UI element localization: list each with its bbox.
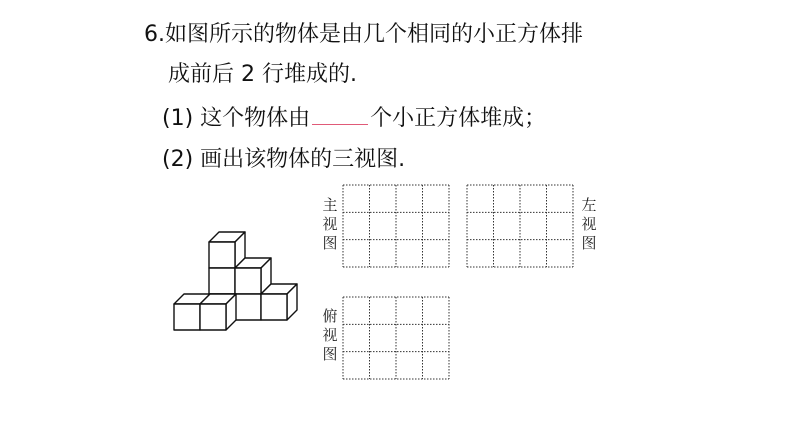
answer-blank[interactable] bbox=[312, 106, 368, 125]
question-part-2: (2) 画出该物体的三视图. bbox=[162, 147, 406, 172]
cube-face bbox=[261, 294, 287, 320]
top-view-grid[interactable] bbox=[342, 296, 450, 380]
question-line-2: 成前后 2 行堆成的. bbox=[168, 62, 357, 87]
cube-face bbox=[235, 294, 261, 320]
cube-face bbox=[209, 242, 235, 268]
cube-face bbox=[235, 268, 261, 294]
cube-stack-figure bbox=[170, 228, 305, 338]
cube-face bbox=[200, 304, 226, 330]
question-line-1: 6.如图所示的物体是由几个相同的小正方体排 bbox=[144, 22, 583, 47]
top-view-label: 俯 视 图 bbox=[322, 307, 338, 363]
front-view-label: 主 视 图 bbox=[322, 196, 338, 252]
cube-face bbox=[174, 304, 200, 330]
part1-suffix: 个小正方体堆成； bbox=[370, 106, 547, 131]
part1-prefix: (1) 这个物体由 bbox=[162, 106, 311, 131]
left-view-grid[interactable] bbox=[466, 184, 574, 268]
left-view-label: 左 视 图 bbox=[581, 196, 597, 252]
cube-face bbox=[209, 268, 235, 294]
front-view-grid[interactable] bbox=[342, 184, 450, 268]
question-part-1 bbox=[162, 106, 546, 132]
